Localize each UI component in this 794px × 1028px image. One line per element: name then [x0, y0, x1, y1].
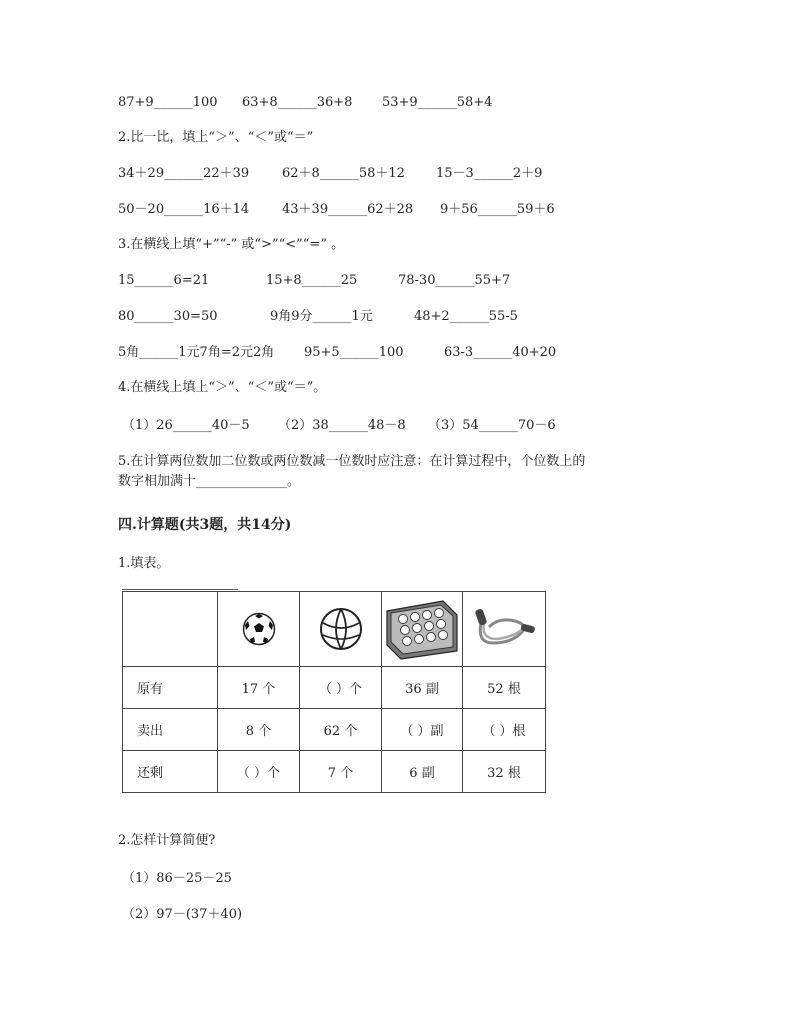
fill-item: 48+2______55-5	[414, 309, 518, 324]
q4-title: 4.在横线上填上“＞”、“＜”或“＝”。	[118, 380, 327, 395]
q3-title: 3.在横线上填“+”“-” 或“>”“<”“=” 。	[118, 237, 345, 252]
fill-item: 95+5______100	[304, 345, 404, 360]
q5-line1: 5.在计算两位数加二位数或两位数减一位数时应注意：在计算过程中，个位数上的	[118, 454, 586, 469]
compare-item: 62＋8______58＋12	[282, 166, 405, 181]
fill-item: 9角9分______1元	[270, 309, 373, 324]
table-cell: 52 根	[463, 667, 546, 709]
table-cell: 36 副	[382, 667, 463, 709]
table-header-cell	[300, 592, 382, 667]
compare-item: 9＋56______59＋6	[440, 202, 555, 217]
compare-item: 34＋29______22＋39	[118, 166, 250, 181]
table-header-row	[123, 592, 546, 667]
q2-title: 2.比一比，填上“＞”、“＜”或“＝”	[118, 130, 314, 145]
table-cell: （ ）个	[218, 751, 300, 793]
table-cell: 62 个	[300, 709, 382, 751]
table-header-cell	[218, 592, 300, 667]
table-header-cell	[463, 592, 546, 667]
compare-item: （3）54______70－6	[428, 418, 556, 433]
row-label: 原有	[123, 667, 218, 709]
table-cell: （ ）个	[300, 667, 382, 709]
table-cell: 7 个	[300, 751, 382, 793]
simple-calc-title: 2.怎样计算简便?	[118, 833, 216, 848]
compare-item: 87+9______100	[118, 95, 218, 110]
table-cell: （ ）根	[463, 709, 546, 751]
table-cell: （ ）副	[382, 709, 463, 751]
compare-item: （2）38______48－8	[278, 418, 406, 433]
compare-item: 63+8______36+8	[242, 95, 353, 110]
compare-item: 53+9______58+4	[382, 95, 493, 110]
compare-item: 50－20______16＋14	[118, 202, 250, 217]
table-cell: 6 副	[382, 751, 463, 793]
table-cell: 8 个	[218, 709, 300, 751]
table-header-cell	[382, 592, 463, 667]
table-row	[123, 709, 546, 751]
table-corner-cell	[123, 592, 218, 667]
table-cell: 17 个	[218, 667, 300, 709]
compare-item: （1）26______40－5	[122, 418, 250, 433]
q5-line2: 数字相加满十______________。	[118, 474, 301, 489]
fill-item: 80______30=50	[118, 309, 218, 324]
fill-item: 78-30______55+7	[398, 273, 511, 288]
compare-item: 15－3______2＋9	[436, 166, 543, 181]
simple-calc-item: （2）97－(37＋40)	[122, 907, 243, 922]
divider	[122, 589, 238, 590]
row-label: 还剩	[123, 751, 218, 793]
row-label: 卖出	[123, 709, 218, 751]
simple-calc-item: （1）86－25－25	[122, 871, 232, 886]
soccer-ball-icon	[242, 612, 276, 646]
basketball-icon	[319, 607, 363, 651]
table-cell: 32 根	[463, 751, 546, 793]
table-question-title: 1.填表。	[118, 556, 170, 571]
game-box-icon	[383, 597, 461, 661]
compare-item: 43＋39______62＋28	[282, 202, 414, 217]
table-row	[123, 751, 546, 793]
table-row	[123, 667, 546, 709]
fill-item: 15______6=21	[118, 273, 210, 288]
fill-table	[122, 591, 546, 793]
fill-item: 63-3______40+20	[444, 345, 557, 360]
jump-rope-icon	[471, 603, 537, 655]
fill-item: 5角______1元7角=2元2角	[118, 345, 275, 360]
fill-item: 15+8______25	[266, 273, 358, 288]
section-heading: 四.计算题(共3题，共14分)	[118, 517, 292, 533]
